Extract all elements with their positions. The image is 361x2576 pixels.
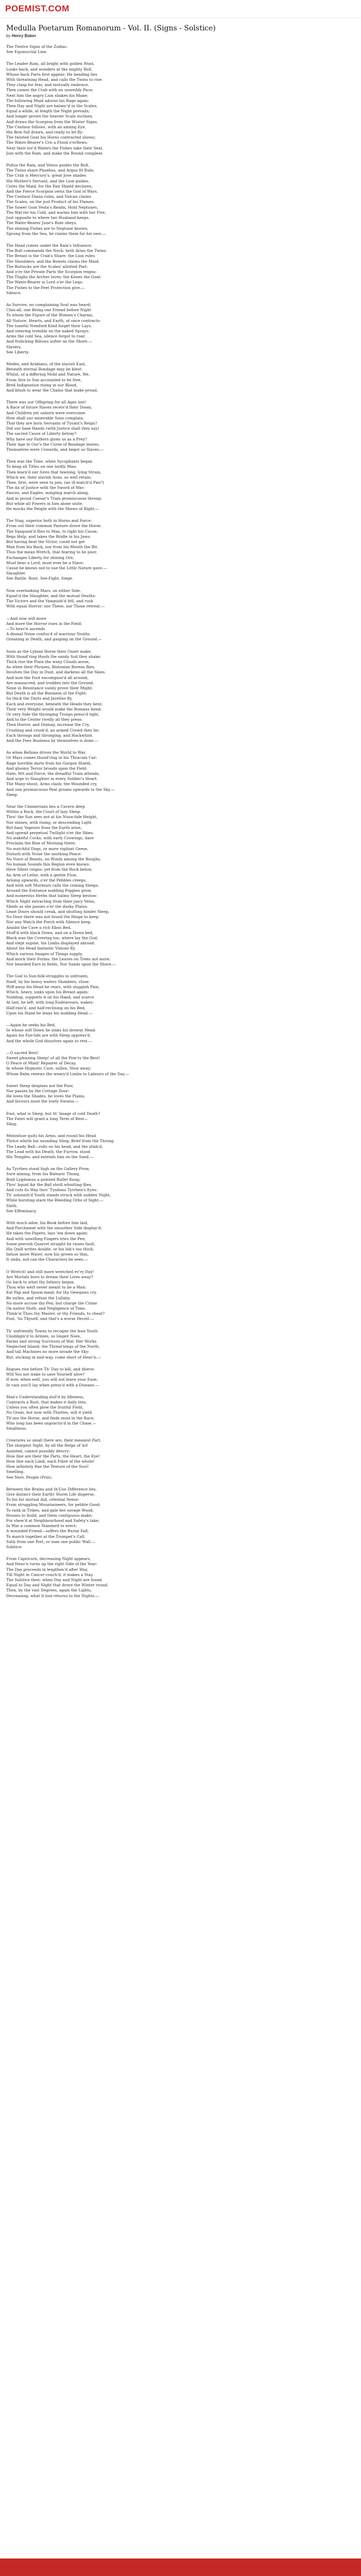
poem-line: And mock their Forms; the Leaves on Trees not more, <box>6 956 111 961</box>
poem-line: And the Foes Business by themselves is done.— <box>6 738 99 743</box>
stanza <box>6 1050 356 1077</box>
poem-line: Bold Lygdamus a pointed Bullet flung; <box>6 1177 80 1182</box>
poem-line: To his for mutual Aid, celestial Sense: <box>6 1497 79 1502</box>
poem-line: The Buttocks are the Scales' allotted Part: <box>6 264 88 269</box>
poem-line: Looks back, and wonders at the mighty Bull, <box>6 66 93 72</box>
poem-line: There was our Offspring for all Ages lost! <box>6 400 87 405</box>
stanza <box>6 362 356 393</box>
poem-line: See Effeminacy. <box>6 1208 37 1213</box>
poem-line: Must bear a Lord, must ever be a Slave; <box>6 560 84 565</box>
stanza <box>6 243 356 296</box>
poem-line: Groaning in Death, and gasping on the Ground.— <box>6 637 102 642</box>
poem-line: Then Day and Night are balanc'd in the Scales; <box>6 104 98 109</box>
poem-line: Unobligin'd to Armies, so longer Noes, <box>6 1333 81 1338</box>
poem-line: Sweet Sleep despises not the Poor, <box>6 1083 74 1088</box>
poem-line: The tuneful Nemford Kind forget their Lays, <box>6 323 92 328</box>
poem-line: —Again he seeks his Bed, <box>6 1022 56 1027</box>
poem-line: The Water-Bearer is Lord o'er the Legs: <box>6 280 84 285</box>
poem-line: Eat Pap and Spoon-meat; for thy Gewgaws cry, <box>6 1290 97 1295</box>
poem-line: In whose Hypnotic Cure, sullen, Slow away; <box>6 1066 91 1071</box>
stanza <box>6 750 356 798</box>
poem-line: Think'st Thou thy Master, or thy Friends, to cheat? <box>6 1311 105 1316</box>
stanza <box>6 400 356 452</box>
poem-line: Or Mars comes thund'ring in his Thracian Car: <box>6 755 97 760</box>
poem-line: No wakeful Cocks, with early Crowings, dare <box>6 836 94 841</box>
poem-line: Near the Cimmerians lies a Cavern deep <box>6 804 85 809</box>
stanza <box>6 1556 356 1599</box>
poem-line: Half-rais'd, and half-reclining on his Bed, <box>6 1005 86 1010</box>
poem-line: The Head comes under the Ram's Influence; <box>6 243 92 248</box>
poem-line: In War a common Standard to erect; <box>6 1523 77 1529</box>
poem-line: Soon as the Lybian Horse their Onset make, <box>6 649 92 654</box>
poem-line: It sinks, not can the Characters be seen.— <box>6 1257 89 1262</box>
stanza <box>6 1487 356 1550</box>
poem-line: Amidst the Cave a rich Ebon Bed, <box>6 925 72 930</box>
poem-line: An Arm of Lethe, with a gentle Flow, <box>6 872 77 877</box>
poem-line: Fasces, and Eagles, mingling march along, <box>6 490 89 496</box>
poem-line: About his Head fantastic Visions fly, <box>6 946 76 951</box>
poem-line: To march together at the Trumpet's Call, <box>6 1534 86 1539</box>
poem-line: The Bull commands the Neck: both Arms the Twins: <box>6 248 107 253</box>
poem-line: And Parchment with the smoother Side display'd; <box>6 1226 102 1231</box>
poem-line: Infuse more Water; now his grown so thin, <box>6 1252 89 1257</box>
poem-line: He mocks the People with the Shews of Right.— <box>6 506 100 512</box>
author-prefix: by <box>6 33 11 38</box>
poem-line: Houses to build, and them contiguous make; <box>6 1513 93 1518</box>
poem-line: Here Silent reigns: yet from the Rock below, <box>6 867 92 872</box>
stanza <box>6 1023 356 1044</box>
poem-line: The Scales, on the just Product of his Flames. <box>6 199 95 205</box>
poem-line: Disturb with Noise the soothing Peace: <box>6 851 82 856</box>
poem-line: And slept supine, his Limbs displayed abroad: <box>6 941 95 946</box>
poem-line: Whom Balm renews the weary'd Limbs to Labours of the Day.— <box>6 1071 129 1076</box>
poem-line: The Fates will grant a long Term of Rest— <box>6 1116 88 1121</box>
poem-line: Arms the cold Sea, silence forgot to roar, <box>6 334 86 339</box>
poem-line: With equal Horror: nor These, nor Those retreat.— <box>6 604 105 609</box>
poem-line: Then was the Time, when Sycophants began <box>6 459 93 464</box>
poem-line: Nor any Watch the Porch with Silence keep. <box>6 920 92 925</box>
poem-body <box>6 44 356 1599</box>
poem-line: But while all Powers in him alone unite, <box>6 501 84 506</box>
poem-line: Equal a while, at length the Night prevails; <box>6 109 90 114</box>
poem-line: Sally from one Port, or man one public Wall.— <box>6 1539 96 1544</box>
stanza <box>6 44 356 55</box>
poem-line: They clasp for fear, and mutually embrace, <box>6 82 89 88</box>
poem-line: Their very Weight would make the Romans bend; <box>6 706 102 711</box>
stanza <box>6 459 356 512</box>
poem-line: Th'uns the Horse, and finds most in the Race, <box>6 1415 95 1420</box>
poem-line: Contracts a Rust, that makes it daily less; <box>6 1399 87 1404</box>
stanza <box>6 1269 356 1322</box>
poem-line: With much adoe, his Book before him laid, <box>6 1221 89 1226</box>
poem-line: Man's Understanding dull'd by Idleness, <box>6 1394 85 1399</box>
poem-line: Farms and strong Survivors of War. Her Works <box>6 1339 97 1344</box>
poem-line: Each and everyone, beneath the Heads they bent. <box>6 701 103 706</box>
poem-line: Themselves were Cowards, and begot us Slaves.— <box>6 447 104 452</box>
site-header <box>0 0 361 18</box>
poem-line: Cause he knows not to use the Little Nature gave.— <box>6 566 107 571</box>
poem-line: Melonfuse quits his Arms, and round his Head <box>6 1133 96 1139</box>
poem-line: Pollux the Ram, and Venus guides the Bull, <box>6 163 90 168</box>
stanza <box>6 61 356 156</box>
poem-line: Least Doors should creak, and shutting hinder Sleep, <box>6 909 109 914</box>
poem-line: How fine each Limb, each Fibre of the whole! <box>6 1459 95 1464</box>
poem-line: Sling. <box>6 1121 18 1126</box>
poem-line: Equal to Day and Night that drove the Winter round. <box>6 1583 109 1588</box>
poem-line: The Twins share Phoebus, and Argus fit Rule: <box>6 168 94 173</box>
poem-line: Each throngs and thronging, and Hackwhist. <box>6 733 93 738</box>
poem-line: His Quill writes double, or his Ink's too thick; <box>6 1247 94 1252</box>
poem-line: Why have our Fathers given us as a Prey? <box>6 436 87 442</box>
poem-line: And gloomy Terror broods upon the Field. <box>6 766 88 771</box>
poem-line: But having beat the Victor, could not get <box>6 539 85 545</box>
poem-line: Which Night extracting from their juicy Veins, <box>6 899 96 904</box>
poem-line: And tall Machines no more invade the Sky: <box>6 1349 90 1354</box>
poem-line: See Liberty. <box>6 349 29 354</box>
poem-line: Begs Help, and takes the Bridle in his Jaws: <box>6 534 91 539</box>
poem-line: —To heav'n ascends <box>6 626 45 631</box>
poem-line: Upon his Hand he leans his nodding Head.— <box>6 1010 93 1015</box>
site-logo[interactable]: POEMIST.COM <box>5 4 70 13</box>
poem-line: Thou who wert never meant to be a Man: <box>6 1285 87 1290</box>
poem-line: Chin-all, one Being one Friend before Night <box>6 308 91 313</box>
poem-line: Or very Side the thronging Troops press'd tight, <box>6 711 100 717</box>
poem-line: Beneath eternal Bondage may be blest: <box>6 367 83 372</box>
poem-line: Just opposite to where her Husband keeps. <box>6 215 90 221</box>
poem-line: And with unwilling Fingers tries the Pen; <box>6 1236 86 1241</box>
poem-line: As when their Phrases, Bistonian Boreas flies, <box>6 665 95 670</box>
poem-line: Smallness. <box>6 1426 27 1431</box>
poem-line: Will You not wake to save Yourself alive? <box>6 1372 85 1377</box>
poem-line: The Wat'rer his Cold, and warms him with her Fire, <box>6 210 106 215</box>
poem-line: Arising upwards, o'er the Pebbles creeps, <box>6 877 87 883</box>
poem-line: And Heav'n turns up the right Side of the Year: <box>6 1562 97 1567</box>
poem-line: How infinitely fine the Texture of the Soul! <box>6 1464 89 1469</box>
poem-line: Around the Entrance nodding Poppies grow, <box>6 888 92 893</box>
poem-line: Medes, and Arabians, of the slavish East, <box>6 361 86 366</box>
poem-line: Rogues rise before Th' Day to kill, and thieve: <box>6 1366 95 1371</box>
poem-line: All Nature, Hearts, and Earth, at once contracts: <box>6 318 101 323</box>
poem-line: Unless you often plow the fruitful Field, <box>6 1405 84 1410</box>
poem-content <box>0 18 361 1599</box>
poem-line: Within a Rock, the Court of lazy Sleep. <box>6 809 81 815</box>
poem-line: Equal'd the Slaughter, and the mutual Deaths: <box>6 593 96 598</box>
poem-line: Involves the Day in Dust, and darkens all the Skies. <box>6 670 106 675</box>
poem-line: See Nerv. People (Prin). <box>6 1475 53 1480</box>
poem-line: Sleep. <box>6 792 19 797</box>
poem-line: Crushing and crush'd, an armed Crowd they lie; <box>6 727 100 733</box>
stanza <box>6 804 356 967</box>
poem-line: But hazy Vapours from the Earth arise, <box>6 825 82 830</box>
poem-line: Then, first, were seen to join, (an ill-match'd Pair!) <box>6 480 104 485</box>
poem-line: Then Horror, and Dismay, increase the Cry, <box>6 722 90 727</box>
poem-line: But Death is all the Business of the Fight: <box>6 691 87 696</box>
poem-line: Decreasing, what it lost returns to the Nights.— <box>6 1593 100 1598</box>
poem-line: See Equinoctial Line. <box>6 49 47 55</box>
poem-line: Slaughter. <box>6 571 26 576</box>
poem-line: See Battle. Rout. See-Fight. Siege. <box>6 576 74 581</box>
poem-line: But, sticking in mid-way, come short of Heav'n.— <box>6 1354 102 1360</box>
poem-line: Next him the angry Lion shakes his Mane; <box>6 93 88 98</box>
poem-line: Till Night in Cancer-couch'd, it makes a Stay. <box>6 1572 94 1577</box>
poem-line: If now, when well, you will not leave your Ease, <box>6 1377 98 1382</box>
poem-line: Join with the Ram, and make the Round compleat. <box>6 150 104 156</box>
poem-line: And the whole God dissolves again to rest.— <box>6 1038 93 1043</box>
poem-line: Which various Images of Things supply, <box>6 951 83 956</box>
poem-line: A Race of future Slaves receiv'd their Doom, <box>6 405 92 410</box>
stanza <box>6 1438 356 1480</box>
poem-line: Th' astonish'd Youth stands struck with sudden Night, <box>6 1193 111 1198</box>
poem-line: The Water-Bearer June's Rule obeys, <box>6 221 77 226</box>
poem-line: The sacred Cause of Liberty betray? <box>6 431 77 436</box>
poem-line: Proclaim the Rise of Morning there; <box>6 841 76 846</box>
poem-line: Are Mortals born to dream their Lives away? <box>6 1274 93 1279</box>
poem-line: Whose back Parts first appear: He bending lies <box>6 72 97 77</box>
poem-line: Wiff-away his Head he rears, with sluggish Pain, <box>6 984 100 989</box>
poem-line: His Bow full drawn, and ready to let fly: <box>6 130 84 135</box>
poem-line: And one promiscuous Peal groans upwards to the Sky.— <box>6 787 115 792</box>
stanza <box>6 1166 356 1214</box>
poem-line: Thro' the Sun sees not at his Noon-tide Height, <box>6 815 98 820</box>
poem-line: In whose soft Down he sinks his drowsy Head: <box>6 1028 96 1033</box>
page-footer <box>0 2558 361 2576</box>
poem-line: And in proud Caesar's Train promiscuous throng: <box>6 496 102 501</box>
poem-line: O Wretch! and still more wretched ev'ry Day! <box>6 1269 94 1274</box>
poem-line: Thro' liquid Air the Ball shrill whistling flies, <box>6 1182 92 1187</box>
poem-line: No human Sounds this Region even knows: <box>6 862 90 867</box>
poem-line: The Thighs the Archer loves: the Knees the Goat: <box>6 275 102 280</box>
poem-line: Th' unfriendly Towns to recogne the lean Youth <box>6 1328 98 1333</box>
poem-line: That they are born Servants of Tyrant's Reign? <box>6 421 97 426</box>
poem-line: The Fishes to the Feet Protection give.— <box>6 285 85 290</box>
poem-line: The twisted Goat his Horns contracted shows; <box>6 135 96 140</box>
poem-line: Fool, what is Sleep, but th' Image of cold Death? <box>6 1111 101 1116</box>
poem-line: No Grain, but now with Thistles, will it yield. <box>6 1410 93 1415</box>
poem-line: From struggling Mountaineers, for pebble Good; <box>6 1502 101 1507</box>
poem-line: Silence. <box>6 290 22 295</box>
poem-line: Which, heavy, sinks upon his Breast again: <box>6 989 89 994</box>
poem-line: Nodding, supports it on his Hand, and scarce <box>6 995 94 1000</box>
poem-line: Then comes the Crab with an unweildy Pace; <box>6 88 93 93</box>
poem-line: Neglected Island; the Threat'nings of the North, <box>6 1344 100 1349</box>
poem-line: He loves the Shades, he loves the Plains, <box>6 1094 86 1099</box>
poem-line: Thrice whirls his sounding Sling; Brief from the Throng <box>6 1139 114 1144</box>
poem-line: Slavery. <box>6 344 22 349</box>
poem-line: —And now will more <box>6 616 46 621</box>
poem-line: Be sullen, and refuse the Lullaby. <box>6 1295 71 1300</box>
poem-line: Creatures so small there are, their meanest Part, <box>6 1438 102 1443</box>
poem-line: How fine are their the Parts, the Heart, the Eye! <box>6 1453 100 1459</box>
stanza <box>6 616 356 642</box>
poem-line: With threatning Head, and calls the Twins to rise: <box>6 77 103 82</box>
poem-line: With thund'ring Hoofs the sandy Soil they shake: <box>6 654 102 659</box>
stanza <box>6 1395 356 1431</box>
poem-line: And more the Horror rises in the Field: <box>6 621 83 626</box>
poem-line: Man from his Back, nor from his Mouth the Bit. <box>6 545 99 550</box>
poem-line: And to the Center rivelly all they press: <box>6 717 83 722</box>
poem-line: From out their common Pasture drove the Horse. <box>6 523 102 529</box>
poem-line: Nor passes by the Cottage Door: <box>6 1088 70 1093</box>
stanza <box>6 974 356 1016</box>
poem-line: So thick the Darts and Javelins fly, <box>6 696 73 701</box>
poem-line: The Crab is Mercury's; great Jove shades <box>6 173 86 178</box>
poem-line: A wounded Friend—suffers the Burial Fall; <box>6 1529 89 1534</box>
poem-line: As Tyrrhen stood high on the Gallery Prow, <box>6 1166 90 1172</box>
poem-line: Nor bearded Ears in fields, Nor Sands upon the Shore.— <box>6 962 117 967</box>
poem-line: And blush to wear the Chains that make proud. <box>6 387 98 393</box>
poem-line: Some peevish Quarrel straight he raises fault, <box>6 1241 96 1246</box>
poem-line: The Stag, superior both in Horns and Force, <box>6 518 92 523</box>
poem-line: Next their lov'd Waters the Fishes take their Seat, <box>6 145 104 150</box>
poem-line: The Victors and the Vanquish'd fell, and rush <box>6 599 93 604</box>
poem-line: And favours most the lowly Swains.— <box>6 1099 79 1104</box>
poem-line: Now overlooking Mars, on either Side, <box>6 588 81 593</box>
poem-line: Sprung from the Sea, he claims them for his own.— <box>6 231 106 236</box>
poem-line: Solstice. <box>6 1544 23 1549</box>
stanza <box>6 649 356 744</box>
poem-line: —O sacred Rest! <box>6 1050 39 1055</box>
poem-line: Sheds as she passes o'er the dusky Plains. <box>6 904 88 909</box>
poem-line: The Water-Bearer's Urn a Flood o'erflows: <box>6 140 88 145</box>
poem-line: And Children yet unborn were overcome. <box>6 410 87 415</box>
poem-line: None in Resistance vainly prove their Might; <box>6 685 93 690</box>
poem-line: Are massacred, and trodden into the Ground. <box>6 680 94 685</box>
poem-line: And steering tremble on the naked Sprays: <box>6 328 90 333</box>
poem-line: And frolicking Billows softer on the Shore.— <box>6 339 93 344</box>
poem-line: No watchful Dogs, or more vigilant Geese, <box>6 846 89 851</box>
poem-line: No more accuse thy Pen; but charge the Crime <box>6 1300 97 1306</box>
poem-line: The Breast is the Crab's Share: the Lion rules <box>6 253 95 259</box>
poem-line: Nor shines, with rising, or descending Light <box>6 820 92 825</box>
poem-line: And draws the Scorpion from the Winter Signs. <box>6 119 99 124</box>
poem-line: The Solstice then: when Day and Night are found <box>6 1578 102 1582</box>
poem-line: And numerous Herbs that balmy Sleep bestow: <box>6 893 98 899</box>
poem-line: And longer grown the heavier Scale inclines, <box>6 114 93 119</box>
poem-line: The Ax of Justice with the Sword of War: <box>6 485 85 490</box>
poem-author <box>6 33 356 38</box>
poem-line: And cuts its Way thro' Tyndons Tyrrhen's Eyes: <box>6 1188 98 1192</box>
stanza <box>6 1111 356 1127</box>
poem-line: He takes the Papers; lays 'em down again: <box>6 1231 88 1236</box>
poem-line: The Lead with his Death; the Furrow, stood <box>6 1149 90 1154</box>
poem-line: Ceres the Maid, for the Fair Shield declares; <box>6 183 93 189</box>
poem-line: For shew'd at Neighbourhood and Safety's take; <box>6 1518 100 1523</box>
poem-line: Which we, their slavish Sons, so well retain; <box>6 474 92 480</box>
poem-line: In vain you'll lay when press'd with a Disease.— <box>6 1382 100 1387</box>
poem-line: The following Maid adorns his Rage again: <box>6 98 89 103</box>
poem-line: The Centaur follows, with an aiming Eye, <box>6 124 86 129</box>
poem-line: And now the Foot encompass'd all around, <box>6 675 89 680</box>
poem-line: Who long has been unpractis'd in the Chase.— <box>6 1420 96 1426</box>
poem-line: Again his Eye-lids are with Sleep oppress'd, <box>6 1033 91 1038</box>
poem-line: The Leader Ram, all bright with golden Wool, <box>6 61 95 66</box>
poem-line: Smelling. <box>6 1469 25 1475</box>
poem-line: On native Sloth, and Negligence of Time. <box>6 1306 86 1311</box>
poem-line: To whom the Figure of the Women's Charms, <box>6 313 94 318</box>
poem-line: No Voice of Beasts, no Winds among the Boughs, <box>6 857 102 862</box>
poem-line: His Temples, and extends him on the Sand.— <box>6 1154 94 1159</box>
poem-line: Rage horrible darts from his Gorgon Shield, <box>6 760 92 766</box>
poem-line: To heap all Titles on one lordly Man: <box>6 464 77 469</box>
poem-line: Did our base Hands (with Justice shall they say) <box>6 426 99 431</box>
poem-line: The sharpest Sight, by all the Helps of Art <box>6 1443 88 1448</box>
poem-line: Sweet pleasing Sleep! of all the Pow'rs the Best! <box>6 1055 101 1060</box>
stanza <box>6 588 356 609</box>
poem-line: The Vanquish'd flies to Man, to right his Cause, <box>6 529 98 534</box>
stanza <box>6 1221 356 1263</box>
poem-line: Sure aiming, from his Balearic Thong, <box>6 1172 80 1177</box>
poem-line: The Shoulders; and the Bowels claims the Maid: <box>6 259 100 264</box>
poem-line: The Twelve Signs of the Zodiac. <box>6 44 68 49</box>
poem-line: Between the Brains and th'Uos Difference lies, <box>6 1486 97 1492</box>
poem-line: The Centaur Diana rules, and Vulcan claims <box>6 194 91 199</box>
poem-line: And with soft Murmurs calls the coming Sleeps. <box>6 883 100 888</box>
stanza <box>6 1329 356 1360</box>
poem-line: To rank in Tribes, and gale her savage Wood; <box>6 1507 94 1513</box>
poem-line: Thus the mean Wretch, that fearing to be poor, <box>6 550 97 555</box>
stanza <box>6 163 356 236</box>
poem-line: Sloth. <box>6 1203 18 1208</box>
poem-line: While bursting stare the Bleeding Orbs of Sight.— <box>6 1198 104 1203</box>
poem-line: Itself, by his heavy waters Slumbers, close: <box>6 979 90 984</box>
poem-line: At last, he left, with long Endeavours, wakes: <box>6 1000 94 1005</box>
poem-line: The Sower Goat Vesta's Realm, Hold Neptunes, <box>6 205 99 210</box>
poem-line: Hate, Wit and Force, the dreadful Train attends, <box>6 771 100 776</box>
stanza <box>6 1133 356 1160</box>
stanza <box>6 518 356 581</box>
poem-line: And spread perpetual Twilight o'er the Skies. <box>6 831 94 836</box>
poem-line: Then, by the vast Degrees, again the Lights, <box>6 1588 92 1593</box>
poem-line: Go back to what thy Infancy began, <box>6 1280 75 1285</box>
poem-line: How shall our miserable Sons complain, <box>6 415 84 420</box>
poem-line: Stuff'd with black Down, and on a Down bed, <box>6 930 94 935</box>
poem-line: The Leady Ball—rolls on his head, and the slink'd, <box>6 1144 103 1149</box>
poem-line: No Door there was not found the Hinge to keep. <box>6 914 100 920</box>
poem-line: As Survive, no complaining Soul was heard: <box>6 302 91 307</box>
poem-line: Their Age to Our's the Curse of Bondage leaves; <box>6 442 100 447</box>
poem-line: The Many-shout, Arms clash; the Wounded cry, <box>6 782 97 787</box>
poem-line: As when Bellona drives the World to War, <box>6 750 87 755</box>
poem-line: Black was the Covering too, where lay the God, <box>6 936 99 941</box>
stanza <box>6 302 356 355</box>
poem-line: Fool, 'tis Thyself, and that's a worse Deceit.— <box>6 1316 94 1321</box>
poem-line: The God to Sun-folk-struggles in unfrozen, <box>6 974 89 979</box>
poem-line: And urge to Slaughter in every Soldier's Heart. <box>6 776 98 782</box>
poem-line: The shining Fishes are to Neptune known, <box>6 226 89 231</box>
poem-line: Then learn'd our Sires that fawning, lying Strain, <box>6 469 102 474</box>
poem-line: Whilst, of a differing Mold and Nature, We, <box>6 372 90 377</box>
poem-line: Give distinct their Earth! Storm Life disperse, <box>6 1492 95 1497</box>
poem-line: His Mother's Servant, and the Lion guides. <box>6 178 90 183</box>
poem-line: From Sire to Son accounted to be free, <box>6 377 82 382</box>
poem-line: And o'er the Private Parts the Scorpion reigns: <box>6 269 97 274</box>
poem-line: Bred Indignation rising in our Blood, <box>6 382 78 387</box>
poem-line: From Capricorn, decreasing Night appears, <box>6 1556 91 1562</box>
poem-line: Thick rise the Plain the waxy Clouds arose, <box>6 659 90 664</box>
poem-line: The Day proceeds in lengthen'd after Way, <box>6 1567 88 1572</box>
poem-line: Exchanges Liberty for shining Ore, <box>6 555 74 560</box>
stanza <box>6 1367 356 1388</box>
poem-line: O Peace of Mind! Repairer of Decay, <box>6 1061 77 1066</box>
stanza <box>6 1083 356 1105</box>
poem-line: Assisted, cannot possibly descry: <box>6 1448 70 1453</box>
poem-line: And the Fierce Scorpion owns the God of Wars. <box>6 189 98 194</box>
poem-title: Medulla Poetarum Romanorum - Vol. II. (Signs - Solstice) <box>6 24 216 32</box>
poem-line: A dismal Noise confus'd of warriour Youths <box>6 632 90 637</box>
author-link[interactable]: Henry Baker <box>11 33 36 38</box>
